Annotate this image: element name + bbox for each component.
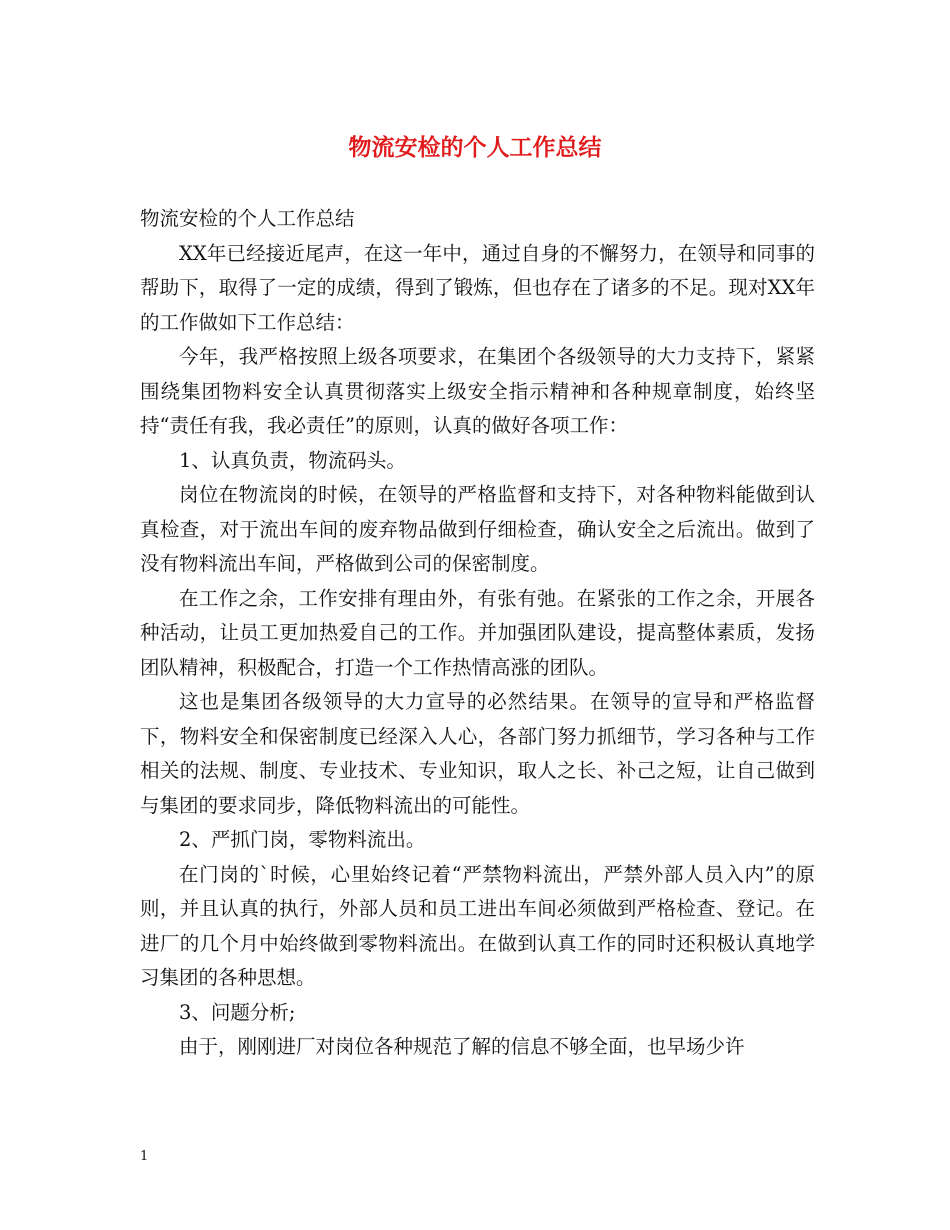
document-title: 物流安检的个人工作总结 xyxy=(348,134,602,161)
body-paragraph: 由于，刚刚进厂对岗位各种规范了解的信息不够全面，也早场少许 xyxy=(179,1035,745,1058)
body-paragraph: XX年已经接近尾声，在这一年中，通过自身的不懈努力，在领导和同事的帮助下，取得了一定的成绩，得到了锻炼，但也存在了诸多的不足。现对XX年的工作做如下工作总结： xyxy=(140,241,815,334)
body-paragraph: 在门岗的`时候，心里始终记着“严禁物料流出，严禁外部人员入内”的原则，并且认真的执行，外部人员和员工进出车间必须做到严格检查、登记。在进厂的几个月中始终做到零物料流出。在做到认真工作的同时还积极认真地学习集团的各种思想。 xyxy=(140,862,815,989)
section-heading: 1、认真负责，物流码头。 xyxy=(179,448,406,472)
body-paragraph: 这也是集团各级领导的大力宣导的必然结果。在领导的宣导和严格监督下，物料安全和保密制度已经深入人心，各部门努力抓细节，学习各种与工作相关的法规、制度、专业技术、专业知识，取人之长、补己之短，让自己做到与集团的要求同步，降低物料流出的可能性。 xyxy=(140,690,815,817)
section-heading: 3、问题分析; xyxy=(179,1000,296,1024)
section-heading: 2、严抓门岗，零物料流出。 xyxy=(179,828,426,851)
body-paragraph: 岗位在物流岗的时候，在领导的严格监督和支持下，对各种物料能做到认真检查，对于流出车间的废弃物品做到仔细检查，确认安全之后流出。做到了没有物料流出车间，严格做到公司的保密制度。 xyxy=(140,483,815,575)
page-number: 1 xyxy=(140,1149,149,1164)
body-paragraph: 在工作之余，工作安排有理由外，有张有弛。在紧张的工作之余，开展各种活动，让员工更加热爱自己的工作。并加强团队建设，提高整体素质，发扬团队精神，积极配合，打造一个工作热情高涨的团队。 xyxy=(140,586,815,679)
subtitle-paragraph: 物流安检的个人工作总结 xyxy=(140,207,355,230)
document-body xyxy=(140,202,815,1065)
body-paragraph: 今年，我严格按照上级各项要求，在集团个各级领导的大力支持下，紧紧围绕集团物料安全认真贯彻落实上级安全指示精神和各种规章制度，始终坚持“责任有我，我必责任”的原则，认真的做好各项工作： xyxy=(140,345,815,437)
